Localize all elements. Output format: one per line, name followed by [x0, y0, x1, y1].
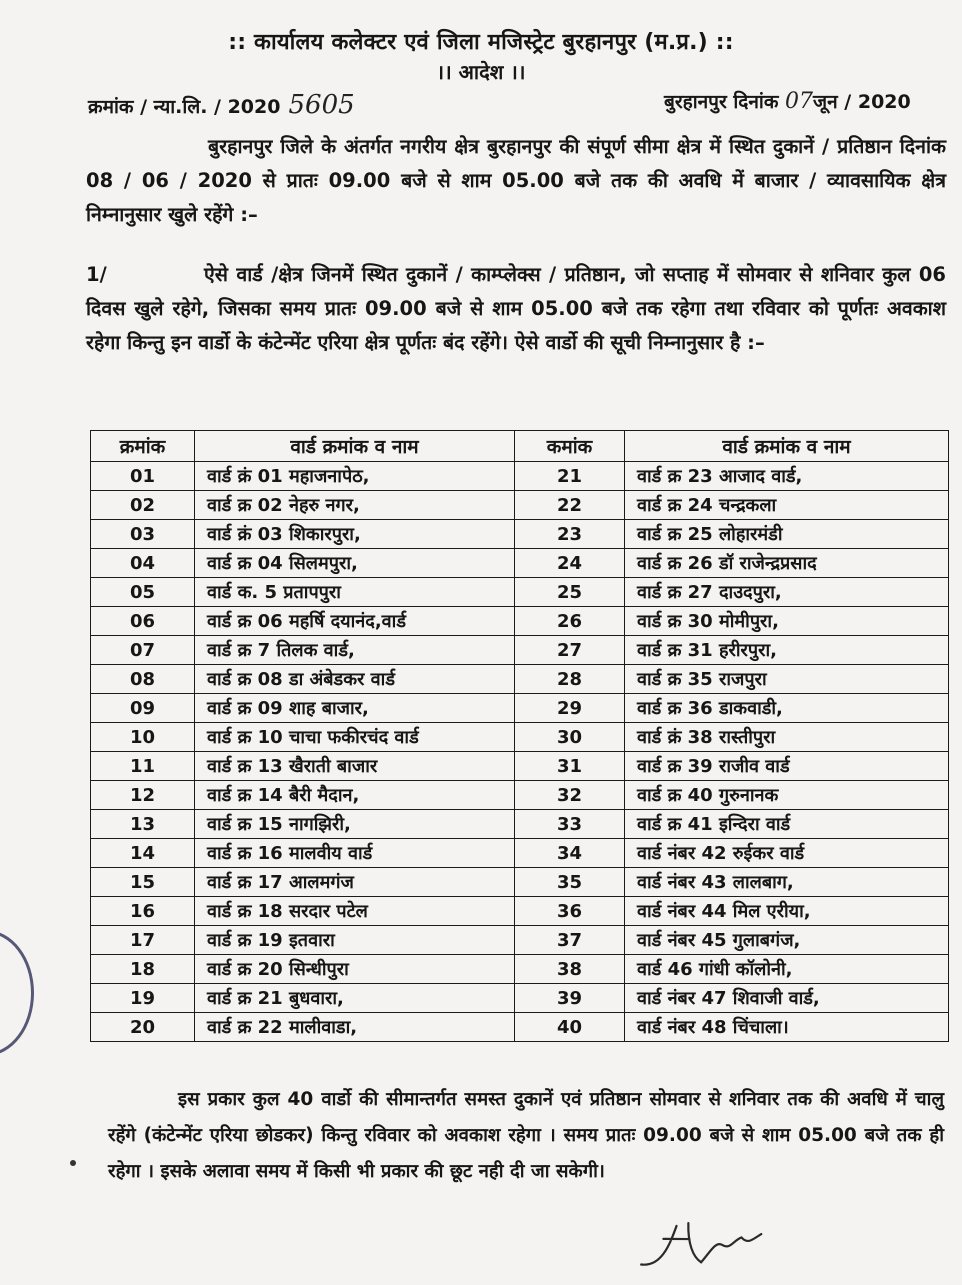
ward-name-cell: वार्ड क्रं 38 रास्तीपुरा: [625, 723, 949, 752]
ward-name-cell: वार्ड नंबर 48 चिंचाला।: [625, 1013, 949, 1042]
table-row: [91, 607, 949, 636]
serial-cell: 26: [515, 607, 625, 636]
ward-name-cell: वार्ड क्र 41 इन्दिरा वार्ड: [625, 810, 949, 839]
table-row: [91, 520, 949, 549]
handwritten-date-day: 07: [785, 89, 814, 114]
ink-mark: [70, 1160, 76, 1166]
table-row: [91, 578, 949, 607]
ward-name-cell: वार्ड 46 गांधी कॉलोनी,: [625, 955, 949, 984]
ward-name-cell: वार्ड क्र 7 तिलक वार्ड,: [195, 636, 515, 665]
intro-paragraph: बुरहानपुर जिले के अंतर्गत नगरीय क्षेत्र बुरहानपुर की संपूर्ण सीमा क्षेत्र में स्थित दुकानें / प्रतिष्ठान दिनांक 08 / 06 / 2020 से प्रातः 09.00 बजे से शाम 05.00 बजे तक की अवधि में बाजार / व्यावसायिक क्षेत्र निम्नानुसार खुले रहेंगे :–: [86, 135, 946, 226]
table-row: [91, 1013, 949, 1042]
order-date: [664, 88, 911, 114]
ward-name-cell: वार्ड क्र 06 महर्षि दयानंद,वार्ड: [195, 607, 515, 636]
serial-cell: 16: [91, 897, 195, 926]
serial-cell: 13: [91, 810, 195, 839]
serial-cell: 28: [515, 665, 625, 694]
table-row: [91, 926, 949, 955]
office-seal-stamp: [0, 930, 34, 1056]
serial-cell: 06: [91, 607, 195, 636]
table-row: [91, 868, 949, 897]
serial-cell: 27: [515, 636, 625, 665]
serial-cell: 29: [515, 694, 625, 723]
ward-name-cell: वार्ड क्र 08 डा अंबेडकर वार्ड: [195, 665, 515, 694]
table-row: [91, 897, 949, 926]
ward-table: [90, 430, 949, 1042]
ward-name-cell: वार्ड क्र 23 आजाद वार्ड,: [625, 462, 949, 491]
order-title: ।। आदेश ।।: [436, 60, 526, 84]
ward-name-cell: वार्ड क्रं 03 शिकारपुरा,: [195, 520, 515, 549]
ward-name-cell: वार्ड नंबर 47 शिवाजी वार्ड,: [625, 984, 949, 1013]
reference-label: क्रमांक / न्या.लि. / 2020: [88, 96, 281, 118]
serial-cell: 07: [91, 636, 195, 665]
table-row: [91, 984, 949, 1013]
ward-name-cell: वार्ड क्र 31 हरीरपुरा,: [625, 636, 949, 665]
serial-cell: 30: [515, 723, 625, 752]
ward-name-cell: वार्ड क्र 04 सिलमपुरा,: [195, 549, 515, 578]
table-row: [91, 636, 949, 665]
ward-name-cell: वार्ड क्र 20 सिन्धीपुरा: [195, 955, 515, 984]
serial-cell: 22: [515, 491, 625, 520]
date-prefix: बुरहानपुर दिनांक: [664, 91, 779, 113]
table-row: [91, 839, 949, 868]
serial-cell: 12: [91, 781, 195, 810]
ward-name-cell: वार्ड क्र 36 डाकवाडी,: [625, 694, 949, 723]
ward-name-cell: वार्ड क. 5 प्रतापपुरा: [195, 578, 515, 607]
serial-cell: 38: [515, 955, 625, 984]
serial-cell: 05: [91, 578, 195, 607]
serial-cell: 24: [515, 549, 625, 578]
serial-cell: 03: [91, 520, 195, 549]
ward-name-cell: वार्ड क्र 09 शाह बाजार,: [195, 694, 515, 723]
serial-cell: 17: [91, 926, 195, 955]
serial-cell: 18: [91, 955, 195, 984]
ward-name-cell: वार्ड क्र 15 नागझिरी,: [195, 810, 515, 839]
signature: [628, 1207, 782, 1285]
ward-name-cell: वार्ड नंबर 45 गुलाबगंज,: [625, 926, 949, 955]
ward-rows: [91, 462, 949, 1042]
table-row: [91, 752, 949, 781]
ward-name-cell: वार्ड क्र 27 दाउदपुरा,: [625, 578, 949, 607]
ward-name-cell: वार्ड क्र 17 आलमगंज: [195, 868, 515, 897]
ward-name-cell: वार्ड क्र 25 लोहारमंडी: [625, 520, 949, 549]
serial-cell: 37: [515, 926, 625, 955]
ward-name-cell: वार्ड क्र 39 राजीव वार्ड: [625, 752, 949, 781]
table-row: [91, 665, 949, 694]
ward-name-cell: वार्ड नंबर 44 मिल एरीया,: [625, 897, 949, 926]
serial-cell: 21: [515, 462, 625, 491]
ward-name-cell: वार्ड क्र 13 खैराती बाजार: [195, 752, 515, 781]
serial-cell: 39: [515, 984, 625, 1013]
table-row: [91, 781, 949, 810]
ward-name-cell: वार्ड क्र 14 बैरी मैदान,: [195, 781, 515, 810]
header-serial-2: कमांक: [515, 431, 625, 462]
serial-cell: 19: [91, 984, 195, 1013]
point-text: ऐसे वार्ड /क्षेत्र जिनमें स्थित दुकानें / काम्प्लेक्स / प्रतिष्ठान, जो सप्ताह में सोमवार से शनिवार कुल 06 दिवस खुले रहेगे, जिसका समय प्रातः 09.00 बजे से शाम 05.00 बजे तक रहेगा तथा रविवार को पूर्णतः अवकाश रहेगा किन्तु इन वार्डो के कंटेन्मेंट एरिया क्षेत्र पूर्णतः बंद रहेंगे। ऐसे वार्डो की सूची निम्नानुसार है :–: [86, 263, 946, 354]
point-1: [86, 258, 946, 360]
serial-cell: 35: [515, 868, 625, 897]
handwritten-signature-icon: [628, 1207, 782, 1277]
serial-cell: 04: [91, 549, 195, 578]
serial-cell: 08: [91, 665, 195, 694]
ward-name-cell: वार्ड क्र 24 चन्द्रकला: [625, 491, 949, 520]
serial-cell: 14: [91, 839, 195, 868]
ward-name-cell: वार्ड क्र 16 मालवीय वार्ड: [195, 839, 515, 868]
table-row: [91, 955, 949, 984]
serial-cell: 15: [91, 868, 195, 897]
point-number: 1/: [86, 263, 107, 286]
handwritten-reference-number: 5605: [288, 90, 355, 120]
ward-name-cell: वार्ड क्र 22 मालीवाडा,: [195, 1013, 515, 1042]
ward-name-cell: वार्ड क्र 30 मोमीपुरा,: [625, 607, 949, 636]
table-header-row: [91, 431, 949, 462]
office-title: :: कार्यालय कलेक्टर एवं जिला मजिस्ट्रेट बुरहानपुर (म.प्र.) ::: [228, 30, 734, 55]
ward-name-cell: वार्ड नंबर 43 लालबाग,: [625, 868, 949, 897]
serial-cell: 01: [91, 462, 195, 491]
table-row: [91, 491, 949, 520]
table-row: [91, 810, 949, 839]
ward-name-cell: वार्ड क्र 10 चाचा फकीरचंद वार्ड: [195, 723, 515, 752]
closing-paragraph: इस प्रकार कुल 40 वार्डो की सीमान्तर्गत समस्त दुकानें एवं प्रतिष्ठान सोमवार से शनिवार तक की अवधि में चालु रहेंगे (कंटेन्मेंट एरिया छोडकर) किन्तु रविवार को अवकाश रहेगा । समय प्रातः 09.00 बजे से शाम 05.00 बजे तक ही रहेगा । इसके अलावा समय में किसी भी प्रकार की छूट नही दी जा सकेगी।: [108, 1089, 944, 1182]
serial-cell: 02: [91, 491, 195, 520]
serial-cell: 32: [515, 781, 625, 810]
date-suffix: जून / 2020: [813, 91, 911, 113]
serial-cell: 09: [91, 694, 195, 723]
ward-name-cell: वार्ड क्रं 01 महाजनापेठ,: [195, 462, 515, 491]
serial-cell: 31: [515, 752, 625, 781]
ward-name-cell: वार्ड क्र 21 बुधवारा,: [195, 984, 515, 1013]
table-row: [91, 723, 949, 752]
ward-name-cell: वार्ड क्र 19 इतवारा: [195, 926, 515, 955]
table-row: [91, 549, 949, 578]
serial-cell: 25: [515, 578, 625, 607]
ward-name-cell: वार्ड क्र 26 डॉ राजेन्द्रप्रसाद: [625, 549, 949, 578]
serial-cell: 10: [91, 723, 195, 752]
serial-cell: 11: [91, 752, 195, 781]
table-row: [91, 694, 949, 723]
serial-cell: 40: [515, 1013, 625, 1042]
serial-cell: 33: [515, 810, 625, 839]
serial-cell: 36: [515, 897, 625, 926]
header-serial-1: क्रमांक: [91, 431, 195, 462]
table-row: [91, 462, 949, 491]
header-ward-1: वार्ड क्रमांक व नाम: [195, 431, 515, 462]
ward-name-cell: वार्ड क्र 35 राजपुरा: [625, 665, 949, 694]
ward-name-cell: वार्ड नंबर 42 रुईकर वार्ड: [625, 839, 949, 868]
reference-number: [88, 90, 355, 120]
ward-name-cell: वार्ड क्र 40 गुरुनानक: [625, 781, 949, 810]
header-ward-2: वार्ड क्रमांक व नाम: [625, 431, 949, 462]
serial-cell: 20: [91, 1013, 195, 1042]
ward-name-cell: वार्ड क्र 02 नेहरु नगर,: [195, 491, 515, 520]
serial-cell: 34: [515, 839, 625, 868]
serial-cell: 23: [515, 520, 625, 549]
ward-name-cell: वार्ड क्र 18 सरदार पटेल: [195, 897, 515, 926]
